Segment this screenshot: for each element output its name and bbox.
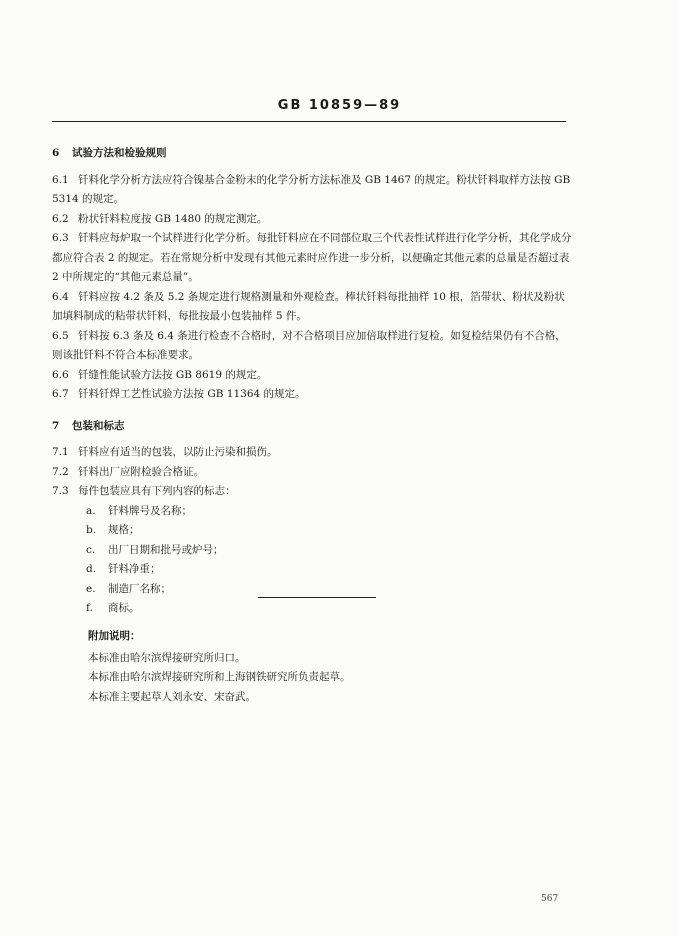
page-number: 567 [541, 894, 559, 904]
section-title: 试验方法和检验规则 [72, 147, 167, 159]
list-marker: e. [86, 582, 96, 595]
clause-6-7 [52, 385, 572, 405]
document-body [52, 142, 572, 619]
list-item [86, 560, 572, 580]
clause-6-2 [52, 210, 572, 230]
section-number: 6 [52, 147, 60, 159]
list-marker: c. [86, 543, 96, 556]
clause-text: 钎料应每炉取一个试样进行化学分析。每批钎料应在不同部位取三个代表性试样进行化学分析，其化学成分都应符合表 2 的规定。若在常规分析中发现有其他元素时应作进一步分析，以便确定其他元素的总量是否超过表 2 中所规定的“其他元素总量”。 [52, 232, 572, 283]
list-item [86, 599, 572, 619]
clause-6-4 [52, 288, 572, 327]
list-item [86, 521, 572, 541]
clause-number: 7.1 [52, 446, 69, 458]
marking-list [86, 502, 572, 619]
document-header [0, 98, 679, 113]
list-item-text: 商标。 [108, 602, 140, 614]
section-7-heading [52, 417, 572, 437]
end-divider [258, 597, 376, 598]
header-rule [52, 121, 566, 122]
clause-6-5 [52, 327, 572, 366]
document-code: GB 10859—89 [277, 98, 402, 113]
list-marker: a. [86, 504, 96, 517]
clause-text: 钎料按 6.3 条及 6.4 条进行检查不合格时，对不合格项目应加倍取样进行复检。如复检结果仍有不合格，则该批钎料不符合本标准要求。 [52, 329, 566, 361]
clause-text: 钎料化学分析方法应符合镍基合金粉末的化学分析方法标准及 GB 1467 的规定。粉状钎料取样方法按 GB 5314 的规定。 [52, 173, 571, 205]
list-marker: f. [86, 602, 93, 614]
clause-text: 每件包装应具有下列内容的标志： [78, 485, 236, 497]
list-item-text: 规格； [108, 524, 140, 536]
clause-number: 6.3 [52, 232, 69, 244]
clause-number: 6.2 [52, 212, 69, 225]
clause-text: 钎料出厂应附检验合格证。 [78, 465, 204, 478]
additional-notes [88, 627, 568, 707]
notes-line: 本标准由哈尔滨焊接研究所归口。 [88, 651, 246, 664]
list-item [86, 502, 572, 522]
clause-7-1 [52, 443, 572, 463]
list-item-text: 出厂日期和批号或炉号； [108, 543, 224, 556]
list-item-text: 制造厂名称； [108, 582, 171, 595]
list-item-text: 钎料牌号及名称； [108, 504, 192, 517]
clause-6-6 [52, 366, 572, 386]
clause-text: 钎缝性能试验方法按 GB 8619 的规定。 [78, 368, 268, 381]
clause-number: 6.1 [52, 173, 69, 186]
list-item-text: 钎料净重； [108, 563, 161, 575]
clause-text: 钎料应按 4.2 条及 5.2 条规定进行规格测量和外观检查。棒状钎料每批抽样 10 根，箔带状、粉状及粉状加填料制成的粘带状钎料，每批按最小包装抽样 5 件。 [52, 290, 565, 322]
section-number: 7 [52, 419, 60, 432]
section-gap [52, 405, 572, 415]
clause-7-3 [52, 482, 572, 502]
clause-number: 6.4 [52, 290, 69, 303]
list-marker: d. [86, 563, 97, 575]
clause-text: 钎料应有适当的包装，以防止污染和损伤。 [78, 446, 278, 458]
clause-6-3 [52, 229, 572, 288]
list-marker: b. [86, 524, 97, 536]
notes-line: 本标准主要起草人刘永安、宋奋武。 [88, 690, 256, 703]
clause-number: 7.3 [52, 485, 69, 497]
clause-number: 6.6 [52, 368, 69, 381]
section-6-heading [52, 144, 572, 164]
clause-number: 7.2 [52, 465, 69, 478]
list-item [86, 541, 572, 561]
clause-number: 6.7 [52, 388, 69, 400]
notes-line: 本标准由哈尔滨焊接研究所和上海钢铁研究所负责起草。 [88, 671, 351, 683]
clause-6-1 [52, 171, 572, 210]
clause-text: 钎料钎焊工艺性试验方法按 GB 11364 的规定。 [78, 388, 306, 400]
clause-number: 6.5 [52, 329, 69, 342]
section-title: 包装和标志 [72, 419, 125, 432]
notes-title: 附加说明： [88, 630, 141, 642]
clause-text: 粉状钎料粒度按 GB 1480 的规定测定。 [78, 212, 268, 225]
clause-7-2 [52, 463, 572, 483]
